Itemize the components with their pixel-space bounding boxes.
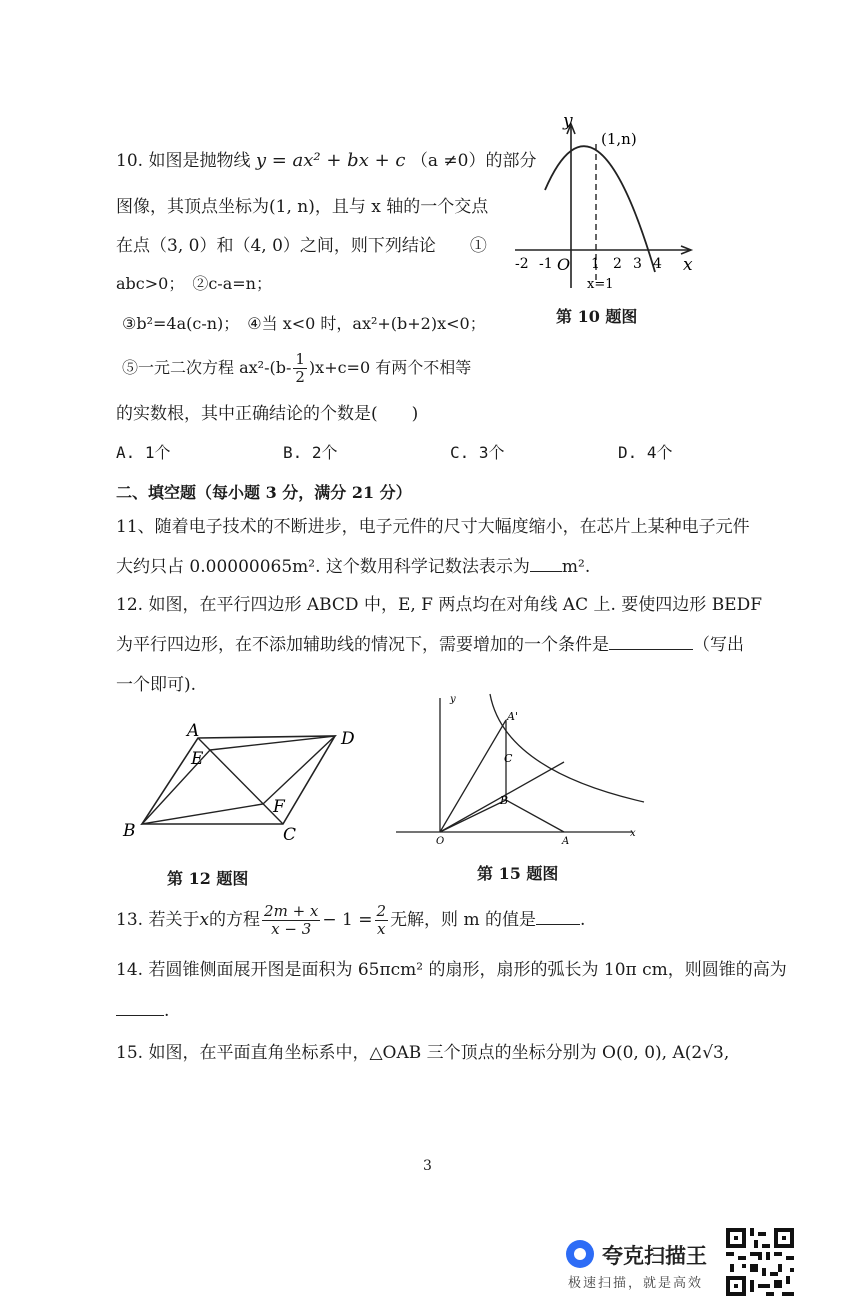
q13-fraction-1 — [262, 903, 320, 938]
frac-den: x − 3 — [271, 920, 312, 938]
q13-fraction-2 — [375, 903, 389, 938]
q13-prefix: 13. 若关于 — [116, 910, 200, 930]
tick-label: -1 — [539, 256, 553, 272]
q10-line1 — [116, 150, 536, 172]
q14-end: . — [164, 1001, 170, 1021]
q13-line — [116, 898, 585, 942]
origin-label: O — [436, 836, 445, 847]
q14-line2 — [116, 1000, 169, 1022]
point-b-label: B — [500, 794, 509, 807]
diagonal-ac — [198, 738, 283, 824]
point-c-label: C — [283, 825, 297, 845]
section-title: 二、填空题（每小题 3 分，满分 21 分） — [116, 483, 412, 502]
q10-line6-suffix: )x+c=0 有两个不相等 — [308, 358, 472, 377]
tick-label: 2 — [613, 256, 622, 272]
brand-slogan: 极速扫描，就是高效 — [568, 1276, 704, 1291]
frac-den: x — [377, 920, 386, 938]
point-c-label: C — [504, 752, 513, 765]
q11-line2 — [116, 556, 590, 578]
y-axis-label: y — [563, 112, 573, 131]
point-e-label: E — [191, 749, 204, 769]
q10-figure-caption: 第 10 题图 — [556, 307, 638, 326]
q15-line1: 15. 如图，在平面直角坐标系中，△OAB 三个顶点的坐标分别为 O(0, 0), A(2√3, — [116, 1043, 730, 1063]
q11-prefix: 大约只占 0.00000065m². 这个数用科学记数法表示为 — [116, 557, 530, 577]
segment-oa-prime — [440, 720, 509, 832]
frac-num: 2m + x — [264, 902, 319, 920]
q10-line3: 在点（3, 0）和（4, 0）之间，则下列结论 ① — [116, 236, 487, 256]
answer-blank[interactable] — [116, 1001, 164, 1016]
q10-line2: 图像，其顶点坐标为(1, n)，且与 x 轴的一个交点 — [116, 197, 489, 217]
page-number: 3 — [423, 1158, 432, 1174]
q11-suffix: m². — [561, 557, 591, 577]
q13-equals: − 1 = — [322, 910, 373, 930]
q12-suffix: （写出 — [693, 635, 744, 655]
q12-line1: 12. 如图，在平行四边形 ABCD 中，E, F 两点均在对角线 AC 上. 要使四边形 BEDF — [116, 595, 763, 615]
q10-option-c: C. 3个 — [450, 443, 505, 462]
q13-mid: 的方程 — [209, 910, 261, 930]
x-axis-label: x — [630, 828, 636, 839]
q10-line6 — [122, 348, 471, 388]
point-a-label: A — [562, 836, 570, 847]
q15-figure-caption: 第 15 题图 — [477, 864, 559, 883]
symmetry-label: x=1 — [587, 277, 614, 292]
q13-end: . — [580, 910, 586, 930]
point-f-label: F — [273, 797, 285, 817]
scanner-watermark — [566, 1226, 796, 1296]
q13-variable: x — [199, 910, 210, 930]
y-axis-label: y — [450, 694, 456, 705]
q12-figure-caption: 第 12 题图 — [167, 869, 249, 888]
quark-logo-icon — [566, 1240, 594, 1268]
q11-line1: 11、随着电子技术的不断进步，电子元件的尺寸大幅度缩小，在芯片上某种电子元件 — [116, 517, 750, 537]
tick-label: 3 — [633, 256, 642, 272]
q12-line3: 一个即可). — [116, 675, 197, 695]
q15-coordinate-figure — [392, 690, 647, 850]
q10-line5: ③b²=4a(c-n)； ④当 x<0 时，ax²+(b+2)x<0； — [122, 314, 486, 333]
q10-line4: abc>0； ②c-a=n； — [116, 274, 272, 293]
q10-prefix: 10. 如图是抛物线 — [116, 151, 251, 171]
brand-name: 夸克扫描王 — [602, 1244, 707, 1268]
q10-option-a: A. 1个 — [116, 443, 171, 462]
q10-line6-prefix: ⑤一元二次方程 ax²-(b- — [122, 358, 292, 377]
q10-option-b: B. 2个 — [283, 443, 338, 462]
q10-option-d: D. 4个 — [618, 443, 673, 462]
point-a-prime-label: A' — [507, 710, 518, 723]
point-a-label: A — [187, 721, 200, 741]
q10-line7: 的实数根，其中正确结论的个数是( ) — [116, 404, 419, 424]
q10-fraction — [293, 351, 307, 386]
parabola-curve — [545, 146, 655, 272]
vertex-label: (1,n) — [601, 130, 637, 148]
frac-num: 1 — [295, 350, 305, 368]
q10-parabola-figure — [505, 112, 705, 297]
answer-blank[interactable] — [609, 635, 693, 650]
x-axis-label: x — [683, 255, 693, 275]
answer-blank[interactable] — [536, 910, 580, 925]
q10-equation: y = ax² + bx + c — [255, 150, 406, 171]
q12-parallelogram-figure — [115, 718, 370, 848]
answer-blank[interactable] — [530, 557, 562, 572]
frac-den: 2 — [295, 368, 305, 386]
point-b-label: B — [123, 821, 136, 841]
q12-line2 — [116, 634, 744, 656]
segment-ba — [506, 800, 564, 832]
q10-condition: （a ≠0）的部分 — [410, 151, 537, 171]
qr-code-icon — [726, 1228, 794, 1296]
point-d-label: D — [341, 729, 355, 749]
tick-label: 1 — [591, 256, 600, 272]
q12-prefix: 为平行四边形，在不添加辅助线的情况下，需要增加的一个条件是 — [116, 635, 609, 655]
origin-label: O — [557, 255, 571, 274]
frac-num: 2 — [376, 902, 387, 920]
tick-label: 4 — [653, 256, 662, 272]
q14-line1: 14. 若圆锥侧面展开图是面积为 65πcm² 的扇形，扇形的弧长为 10π cm，则圆锥的高为 — [116, 960, 787, 980]
parallelogram-abcd — [142, 736, 335, 824]
q13-suffix: 无解，则 m 的值是 — [390, 910, 536, 930]
tick-label: -2 — [515, 256, 529, 272]
